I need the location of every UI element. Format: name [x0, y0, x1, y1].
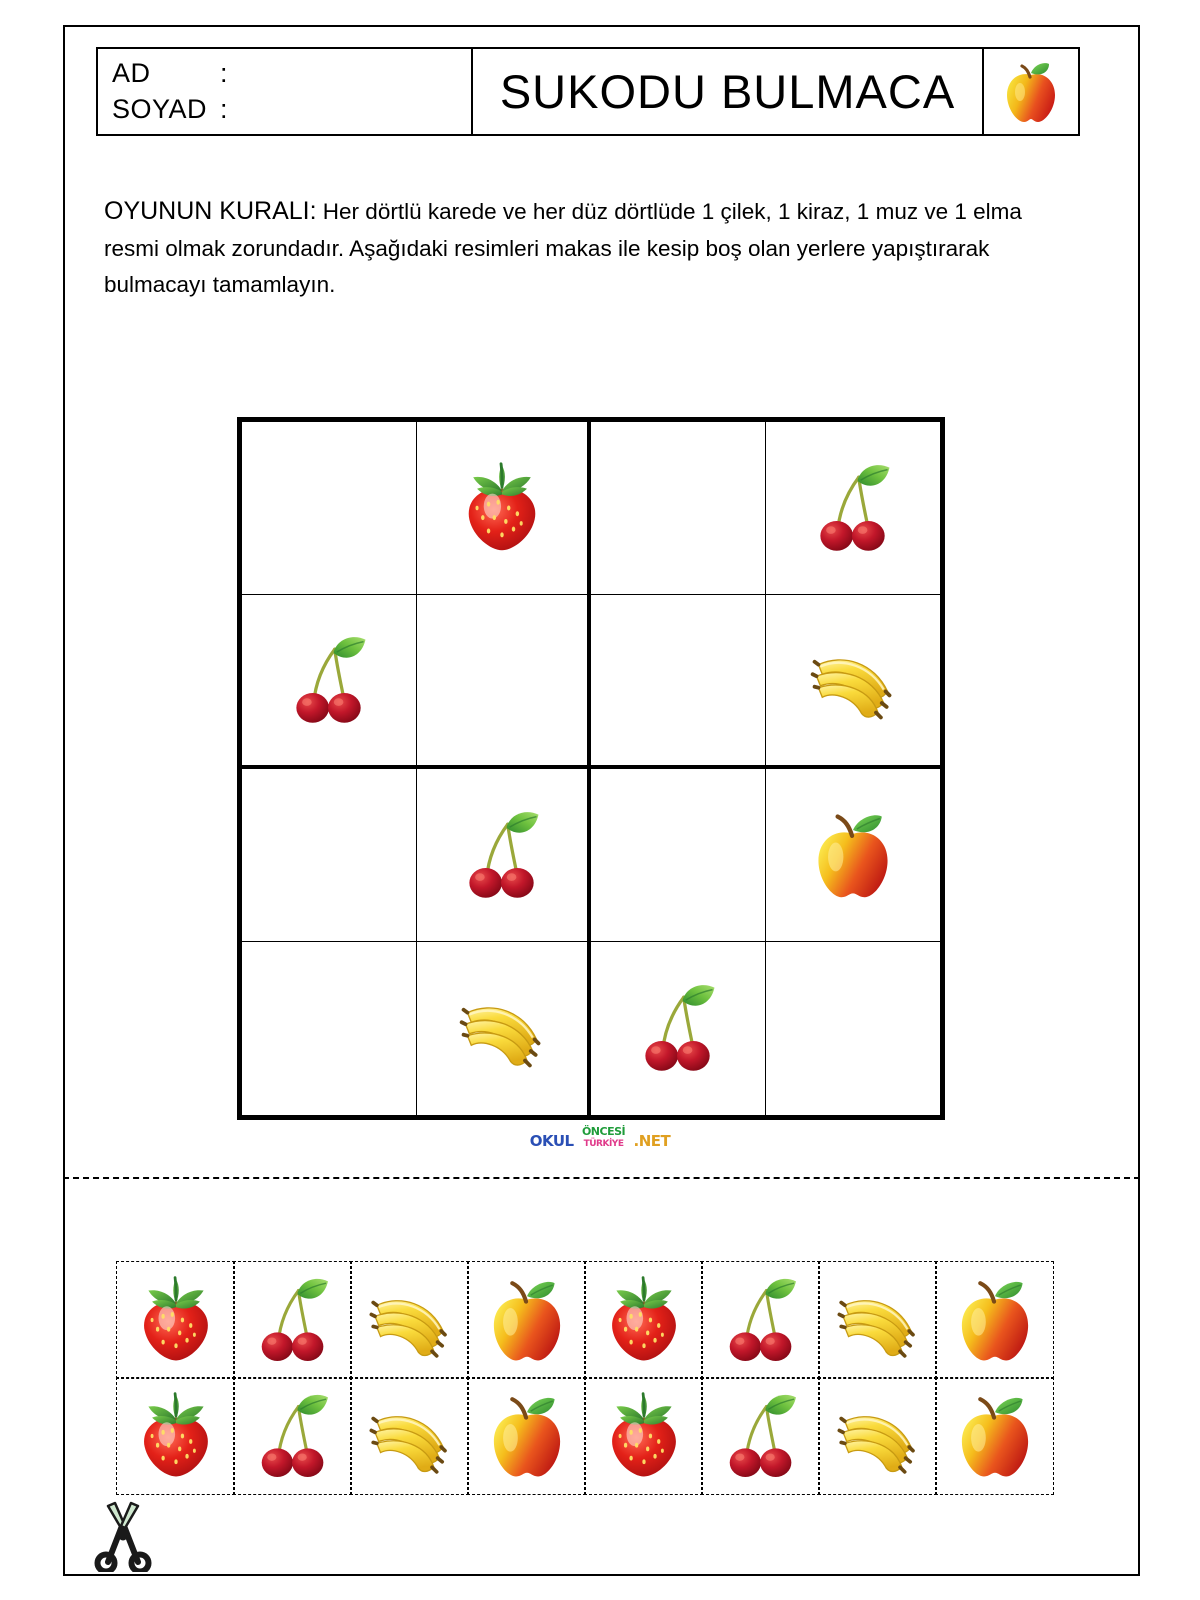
- scissors-marker: [88, 1500, 158, 1572]
- name-colon: :: [220, 57, 229, 88]
- sudoku-cell-empty[interactable]: [242, 769, 417, 942]
- apple-icon: [1002, 59, 1060, 125]
- sudoku-cell-cherry[interactable]: [591, 942, 766, 1115]
- sudoku-cell-strawberry[interactable]: [417, 422, 592, 595]
- sudoku-cell-empty[interactable]: [417, 595, 592, 768]
- scissors-icon: [88, 1500, 158, 1572]
- cutout-tile-cherry[interactable]: [701, 1261, 820, 1379]
- name-row: [112, 56, 471, 92]
- banana-icon: [364, 1390, 456, 1482]
- cherry-icon: [630, 980, 726, 1076]
- watermark-logo: [0, 1125, 1200, 1150]
- cherry-icon: [715, 1390, 807, 1482]
- cherry-icon: [247, 1274, 339, 1366]
- strawberry-icon: [598, 1390, 690, 1482]
- cutout-tile-strawberry[interactable]: [584, 1377, 703, 1495]
- cutout-tile-strawberry[interactable]: [116, 1261, 235, 1379]
- banana-icon: [832, 1390, 924, 1482]
- header-apple-logo: [984, 49, 1078, 134]
- cherry-icon: [281, 632, 377, 728]
- cutout-tile-cherry[interactable]: [233, 1261, 352, 1379]
- header-box: [96, 47, 1080, 136]
- page-title-text: SUKODU BULMACA: [499, 65, 956, 118]
- sudoku-cell-banana[interactable]: [766, 595, 941, 768]
- surname-row: [112, 92, 471, 128]
- cherry-icon: [247, 1390, 339, 1482]
- watermark-net: .NET: [633, 1132, 671, 1150]
- surname-label: SOYAD: [112, 93, 208, 124]
- sudoku-cell-empty[interactable]: [591, 422, 766, 595]
- sudoku-cell-empty[interactable]: [591, 595, 766, 768]
- sudoku-cell-empty[interactable]: [242, 422, 417, 595]
- cherry-icon: [715, 1274, 807, 1366]
- cherry-icon: [805, 460, 901, 556]
- cutout-tile-apple[interactable]: [467, 1261, 586, 1379]
- sudoku-cell-empty[interactable]: [242, 942, 417, 1115]
- sudoku-grid[interactable]: [237, 417, 945, 1120]
- cutout-tile-banana[interactable]: [818, 1377, 937, 1495]
- strawberry-icon: [598, 1274, 690, 1366]
- cutout-tiles-grid[interactable]: [117, 1262, 1053, 1494]
- cutout-tile-apple[interactable]: [467, 1377, 586, 1495]
- watermark-stack: [574, 1125, 634, 1150]
- rule-text: Her dörtlü karede ve her düz dörtlüde 1 çilek, 1 kiraz, 1 muz ve 1 elma resmi olmak zorundadır. Aşağıdaki resimleri makas ile kesip boş olan yerlere yapıştırarak bulmacayı tamamlayın.: [104, 198, 1022, 298]
- sudoku-cell-cherry[interactable]: [766, 422, 941, 595]
- banana-icon: [805, 632, 901, 728]
- cut-line-separator: [63, 1177, 1140, 1179]
- cutout-tile-banana[interactable]: [350, 1261, 469, 1379]
- banana-icon: [454, 980, 550, 1076]
- apple-icon: [805, 807, 901, 903]
- sudoku-cell-cherry[interactable]: [417, 769, 592, 942]
- apple-icon: [481, 1274, 573, 1366]
- cutout-tile-strawberry[interactable]: [116, 1377, 235, 1495]
- cutout-tile-strawberry[interactable]: [584, 1261, 703, 1379]
- page-title: [473, 49, 984, 134]
- apple-icon: [949, 1390, 1041, 1482]
- surname-colon: :: [220, 93, 229, 124]
- strawberry-icon: [130, 1390, 222, 1482]
- banana-icon: [832, 1274, 924, 1366]
- banana-icon: [364, 1274, 456, 1366]
- cutout-tile-apple[interactable]: [935, 1261, 1054, 1379]
- sudoku-cell-cherry[interactable]: [242, 595, 417, 768]
- cutout-tile-cherry[interactable]: [233, 1377, 352, 1495]
- sudoku-cell-empty[interactable]: [591, 769, 766, 942]
- cutout-tile-cherry[interactable]: [701, 1377, 820, 1495]
- cherry-icon: [454, 807, 550, 903]
- apple-icon: [949, 1274, 1041, 1366]
- sudoku-cell-empty[interactable]: [766, 942, 941, 1115]
- student-name-field[interactable]: [98, 49, 473, 134]
- watermark-okul: OKUL: [529, 1132, 574, 1150]
- watermark-turkiye: TÜRKİYE: [583, 1139, 624, 1149]
- watermark-oncesi: ÖNCESİ: [581, 1125, 626, 1138]
- cutout-tile-banana[interactable]: [350, 1377, 469, 1495]
- sudoku-cell-apple[interactable]: [766, 769, 941, 942]
- sudoku-cell-banana[interactable]: [417, 942, 592, 1115]
- cutout-tile-banana[interactable]: [818, 1261, 937, 1379]
- cutout-tile-apple[interactable]: [935, 1377, 1054, 1495]
- strawberry-icon: [130, 1274, 222, 1366]
- rule-title: OYUNUN KURALI:: [104, 196, 317, 225]
- name-label: AD: [112, 57, 151, 88]
- instructions-paragraph: [104, 191, 1044, 304]
- strawberry-icon: [454, 460, 550, 556]
- apple-icon: [481, 1390, 573, 1482]
